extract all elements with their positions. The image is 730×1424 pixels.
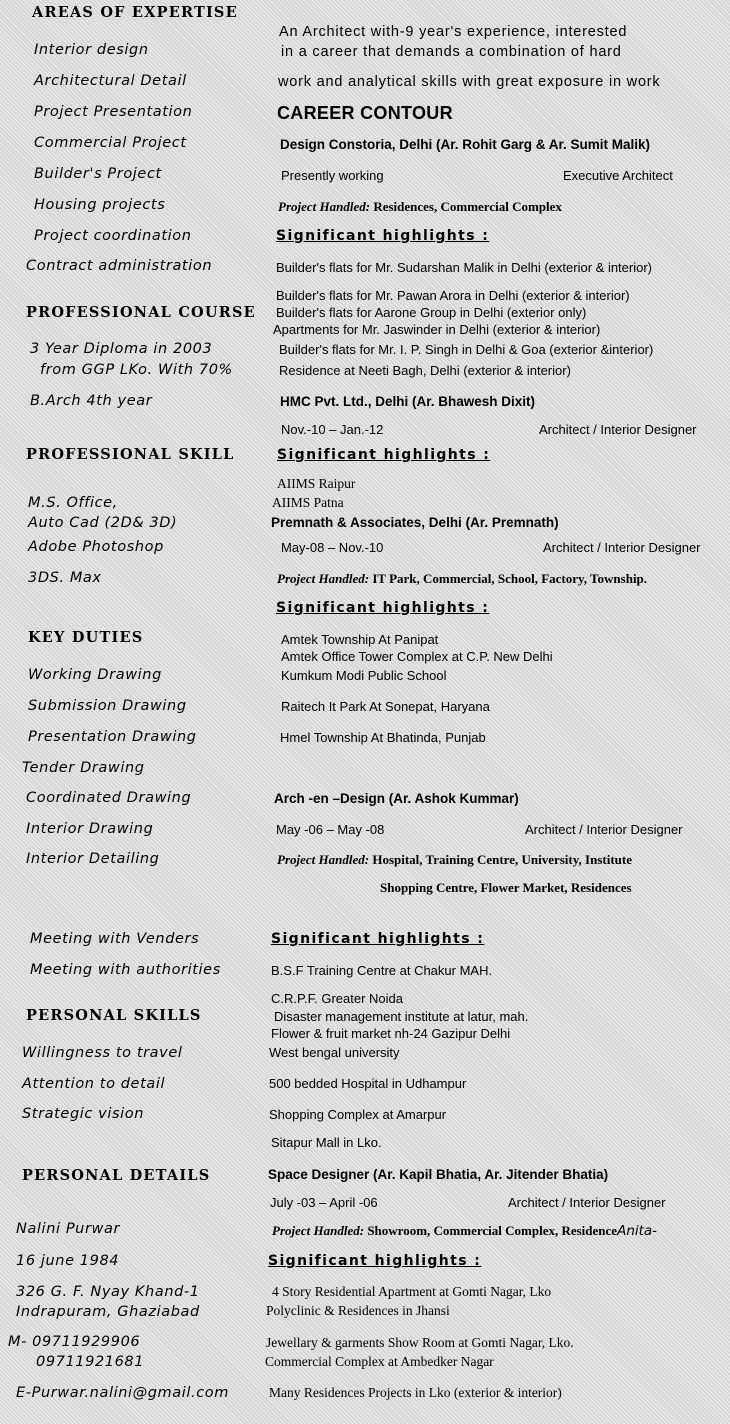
job-period: Nov.-10 – Jan.-12 bbox=[281, 422, 384, 437]
personal-skill-item: Willingness to travel bbox=[22, 1045, 183, 1061]
duty-item: Meeting with Venders bbox=[30, 931, 200, 947]
significant-highlights-label: Significant highlights : bbox=[277, 447, 491, 463]
projects-handled-label: Project Handled: bbox=[272, 1223, 365, 1238]
highlight-item: Jewellary & garments Show Room at Gomti Nagar, Lko. bbox=[266, 1335, 574, 1350]
highlight-item: Raitech It Park At Sonepat, Haryana bbox=[281, 699, 490, 714]
job-role: Architect / Interior Designer bbox=[539, 422, 697, 437]
projects-handled bbox=[272, 1224, 657, 1239]
personal-details-heading: PERSONAL DETAILS bbox=[22, 1167, 211, 1184]
highlight-item: C.R.P.F. Greater Noida bbox=[271, 991, 403, 1006]
highlight-item: Many Residences Projects in Lko (exterior & interior) bbox=[269, 1385, 562, 1400]
job-period: Presently working bbox=[281, 168, 384, 183]
candidate-name: Nalini Purwar bbox=[16, 1221, 121, 1237]
highlight-item: Residence at Neeti Bagh, Delhi (exterior & interior) bbox=[279, 363, 571, 378]
career-contour-heading: CAREER CONTOUR bbox=[277, 103, 453, 123]
duty-item: Coordinated Drawing bbox=[26, 790, 192, 806]
highlight-item: 500 bedded Hospital in Udhampur bbox=[269, 1076, 467, 1091]
job-period: July -03 – April -06 bbox=[270, 1195, 378, 1210]
highlight-item: AIIMS Raipur bbox=[277, 476, 356, 491]
firm-name: Design Constoria, Delhi (Ar. Rohit Garg & Ar. Sumit Malik) bbox=[280, 137, 651, 152]
projects-handled-label: Project Handled: bbox=[277, 852, 370, 867]
significant-highlights-label: Significant highlights : bbox=[276, 228, 490, 244]
significant-highlights-label: Significant highlights : bbox=[276, 600, 490, 616]
projects-handled-label: Project Handled: bbox=[278, 199, 371, 214]
highlight-item: Polyclinic & Residences in Jhansi bbox=[266, 1303, 450, 1318]
personal-skills-heading: PERSONAL SKILLS bbox=[26, 1007, 202, 1024]
projects-handled-value: Showroom, Commercial Complex, Residence bbox=[367, 1223, 618, 1238]
projects-handled bbox=[277, 853, 632, 866]
highlight-item: Builder's flats for Mr. Pawan Arora in Delhi (exterior & interior) bbox=[276, 288, 630, 303]
job-period: May-08 – Nov.-10 bbox=[281, 540, 384, 555]
firm-name: Arch -en –Design (Ar. Ashok Kummar) bbox=[274, 791, 519, 806]
course-line: from GGP LKo. With 70% bbox=[40, 362, 233, 378]
expertise-item: Project coordination bbox=[34, 228, 192, 244]
expertise-item: Project Presentation bbox=[34, 104, 193, 120]
firm-name: HMC Pvt. Ltd., Delhi (Ar. Bhawesh Dixit) bbox=[280, 394, 536, 409]
skill-item: M.S. Office, bbox=[28, 495, 118, 511]
projects-handled bbox=[277, 572, 647, 585]
duty-item: Interior Drawing bbox=[26, 821, 154, 837]
projects-handled bbox=[278, 200, 562, 213]
firm-name: Premnath & Associates, Delhi (Ar. Premnath) bbox=[271, 515, 559, 530]
highlight-item: Kumkum Modi Public School bbox=[281, 668, 447, 683]
address-line: 326 G. F. Nyay Khand-1 bbox=[16, 1284, 200, 1300]
projects-handled-value: Residences, Commercial Complex bbox=[373, 199, 562, 214]
job-role: Executive Architect bbox=[563, 168, 673, 183]
duty-item: Tender Drawing bbox=[22, 760, 145, 776]
intro-line: work and analytical skills with great exposure in work bbox=[278, 74, 661, 90]
key-duties-heading: KEY DUTIES bbox=[28, 629, 144, 646]
expertise-item: Interior design bbox=[34, 42, 149, 58]
expertise-item: Builder's Project bbox=[34, 166, 162, 182]
highlight-item: Disaster management institute at latur, mah. bbox=[274, 1009, 529, 1024]
date-of-birth: 16 june 1984 bbox=[16, 1253, 120, 1269]
expertise-item: Housing projects bbox=[34, 197, 166, 213]
highlight-item: Amtek Township At Panipat bbox=[281, 632, 439, 647]
personal-skill-item: Strategic vision bbox=[22, 1106, 145, 1122]
duty-item: Presentation Drawing bbox=[28, 729, 197, 745]
highlight-item: Flower & fruit market nh-24 Gazipur Delhi bbox=[271, 1026, 511, 1041]
professional-course-heading: PROFESSIONAL COURSE bbox=[26, 304, 256, 321]
significant-highlights-label: Significant highlights : bbox=[268, 1253, 482, 1269]
expertise-item: Architectural Detail bbox=[34, 73, 187, 89]
highlight-item: Amtek Office Tower Complex at C.P. New Delhi bbox=[281, 649, 553, 664]
highlight-item: AIIMS Patna bbox=[272, 495, 344, 510]
areas-of-expertise-heading: AREAS OF EXPERTISE bbox=[32, 4, 238, 21]
highlight-item: Sitapur Mall in Lko. bbox=[271, 1135, 382, 1150]
course-line: 3 Year Diploma in 2003 bbox=[30, 341, 213, 357]
duty-item: Meeting with authorities bbox=[30, 962, 221, 978]
highlight-item: West bengal university bbox=[269, 1045, 400, 1060]
mobile-number: 09711921681 bbox=[36, 1354, 145, 1370]
highlight-item: Builder's flats for Mr. I. P. Singh in Delhi & Goa (exterior &interior) bbox=[279, 342, 654, 357]
projects-handled-continued: Shopping Centre, Flower Market, Residences bbox=[380, 880, 632, 895]
highlight-item: B.S.F Training Centre at Chakur MAH. bbox=[271, 963, 493, 978]
job-period: May -06 – May -08 bbox=[276, 822, 385, 837]
job-role: Architect / Interior Designer bbox=[543, 540, 701, 555]
firm-name: Space Designer (Ar. Kapil Bhatia, Ar. Jitender Bhatia) bbox=[268, 1167, 609, 1182]
intro-line: in a career that demands a combination of hard bbox=[281, 44, 622, 60]
professional-skill-heading: PROFESSIONAL SKILL bbox=[26, 446, 235, 463]
projects-handled-overflow: Anita- bbox=[617, 1223, 658, 1239]
course-line: B.Arch 4th year bbox=[30, 393, 153, 409]
highlight-item: Shopping Complex at Amarpur bbox=[269, 1107, 447, 1122]
email-address: E-Purwar.nalini@gmail.com bbox=[16, 1385, 229, 1401]
personal-skill-item: Attention to detail bbox=[22, 1076, 166, 1092]
skill-item: 3DS. Max bbox=[28, 570, 102, 586]
duty-item: Submission Drawing bbox=[28, 698, 187, 714]
expertise-item: Commercial Project bbox=[34, 135, 187, 151]
intro-line: An Architect with-9 year's experience, interested bbox=[279, 24, 628, 40]
mobile-number: M- 09711929906 bbox=[8, 1334, 141, 1350]
highlight-item: Apartments for Mr. Jaswinder in Delhi (exterior & interior) bbox=[273, 322, 601, 337]
skill-item: Auto Cad (2D& 3D) bbox=[28, 515, 178, 531]
job-role: Architect / Interior Designer bbox=[525, 822, 683, 837]
address-line: Indrapuram, Ghaziabad bbox=[16, 1304, 200, 1320]
skill-item: Adobe Photoshop bbox=[28, 539, 164, 555]
highlight-item: Builder's flats for Mr. Sudarshan Malik in Delhi (exterior & interior) bbox=[276, 260, 653, 275]
highlight-item: Commercial Complex at Ambedker Nagar bbox=[265, 1354, 494, 1369]
duty-item: Interior Detailing bbox=[26, 851, 160, 867]
highlight-item: Hmel Township At Bhatinda, Punjab bbox=[280, 730, 486, 745]
projects-handled-label: Project Handled: bbox=[277, 571, 370, 586]
highlight-item: 4 Story Residential Apartment at Gomti Nagar, Lko bbox=[272, 1284, 552, 1299]
job-role: Architect / Interior Designer bbox=[508, 1195, 666, 1210]
highlight-item: Builder's flats for Aarone Group in Delhi (exterior only) bbox=[276, 305, 587, 320]
projects-handled-value: IT Park, Commercial, School, Factory, Township. bbox=[372, 571, 648, 586]
projects-handled-value: Hospital, Training Centre, University, Institute bbox=[372, 852, 632, 867]
significant-highlights-label: Significant highlights : bbox=[271, 931, 485, 947]
duty-item: Working Drawing bbox=[28, 667, 162, 683]
expertise-item: Contract administration bbox=[26, 258, 213, 274]
